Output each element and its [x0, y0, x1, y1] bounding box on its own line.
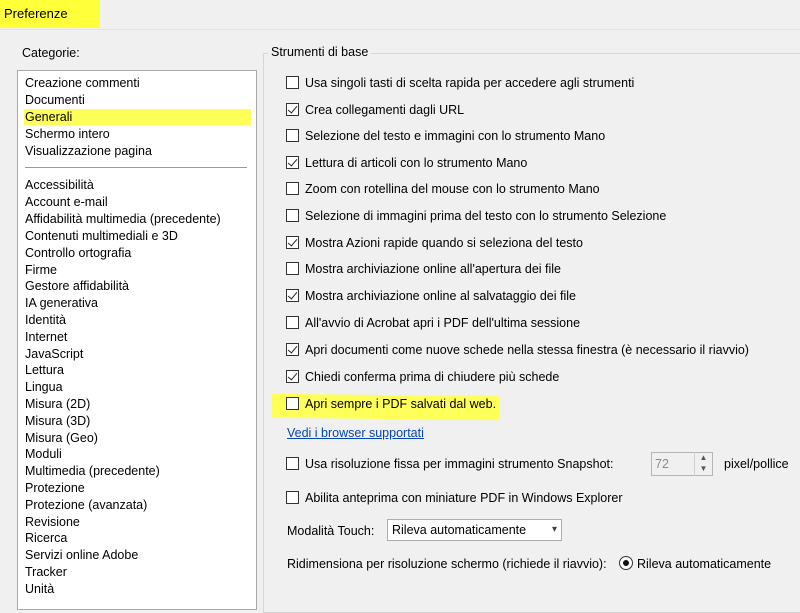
option-checkbox[interactable] — [286, 103, 299, 116]
categories-list[interactable] — [17, 70, 257, 610]
category-item[interactable]: Servizi online Adobe — [25, 548, 139, 562]
option-label: Usa singoli tasti di scelta rapida per accedere agli strumenti — [305, 76, 635, 90]
category-item-generali[interactable]: Generali — [24, 109, 251, 125]
option-label: Mostra Azioni rapide quando si seleziona del testo — [305, 236, 583, 250]
option-label: Apri documenti come nuove schede nella stessa finestra (è necessario il riavvio) — [305, 343, 749, 357]
option-label: Mostra archiviazione online all'apertura dei file — [305, 262, 561, 276]
option-checkbox[interactable] — [286, 156, 299, 169]
category-item[interactable]: Firme — [25, 263, 57, 277]
category-item[interactable]: Accessibilità — [25, 178, 94, 192]
category-item[interactable]: Lettura — [25, 363, 64, 377]
resize-auto-label: Rileva automaticamente — [637, 557, 772, 571]
spin-down-icon[interactable]: ▼ — [699, 464, 708, 473]
category-item[interactable]: IA generativa — [25, 296, 98, 310]
category-separator — [25, 167, 247, 168]
category-item[interactable]: Internet — [25, 330, 68, 344]
option-label: Selezione di immagini prima del testo con lo strumento Selezione — [305, 209, 667, 223]
category-item[interactable]: JavaScript — [25, 347, 84, 361]
option-label: Crea collegamenti dagli URL — [305, 103, 465, 117]
option-checkbox[interactable] — [286, 236, 299, 249]
option-checkbox[interactable] — [286, 370, 299, 383]
option-label: All'avvio di Acrobat apri i PDF dell'ultima sessione — [305, 316, 581, 330]
resize-auto-radio[interactable] — [619, 556, 633, 570]
title-divider — [0, 29, 800, 30]
thumbnail-checkbox[interactable] — [286, 491, 299, 504]
category-item[interactable]: Ricerca — [25, 531, 68, 545]
snapshot-resolution-input[interactable]: 72 — [651, 452, 713, 476]
option-checkbox[interactable] — [286, 262, 299, 275]
touch-mode-value: Rileva automaticamente — [392, 523, 527, 537]
category-item[interactable]: Protezione — [25, 481, 85, 495]
category-item[interactable]: Misura (3D) — [25, 414, 91, 428]
category-item[interactable]: Affidabilità multimedia (precedente) — [25, 212, 221, 226]
window-title: Preferenze — [0, 0, 100, 28]
category-item[interactable]: Moduli — [25, 447, 62, 461]
snapshot-checkbox[interactable] — [286, 457, 299, 470]
option-label: Chiedi conferma prima di chiudere più schede — [305, 370, 560, 384]
spin-up-icon[interactable]: ▲ — [699, 453, 708, 462]
option-label: Zoom con rotellina del mouse con lo strumento Mano — [305, 182, 600, 196]
option-checkbox[interactable] — [286, 209, 299, 222]
option-checkbox[interactable] — [286, 182, 299, 195]
thumbnail-label: Abilita anteprima con miniature PDF in Windows Explorer — [305, 491, 623, 505]
snapshot-unit: pixel/pollice — [724, 457, 789, 471]
category-item[interactable]: Misura (Geo) — [25, 431, 98, 445]
snapshot-spinner[interactable] — [694, 452, 712, 476]
category-item[interactable]: Identità — [25, 313, 67, 327]
option-checkbox[interactable] — [286, 316, 299, 329]
snapshot-label: Usa risoluzione fissa per immagini strumento Snapshot: — [305, 457, 614, 471]
category-item[interactable]: Tracker — [25, 565, 67, 579]
category-item-schermo-intero[interactable]: Schermo intero — [25, 127, 110, 141]
option-checkbox[interactable] — [286, 343, 299, 356]
category-item[interactable]: Controllo ortografia — [25, 246, 132, 260]
category-item[interactable]: Contenuti multimediali e 3D — [25, 229, 178, 243]
option-checkbox[interactable] — [286, 76, 299, 89]
touch-mode-label: Modalità Touch: — [287, 524, 375, 538]
category-item-creazione-commenti[interactable]: Creazione commenti — [25, 76, 140, 90]
category-item[interactable]: Gestore affidabilità — [25, 279, 129, 293]
category-item-visualizzazione-pagina[interactable]: Visualizzazione pagina — [25, 144, 152, 158]
category-item[interactable]: Protezione (avanzata) — [25, 498, 148, 512]
category-item[interactable]: Misura (2D) — [25, 397, 91, 411]
basic-tools-title: Strumenti di base — [268, 44, 371, 60]
chevron-down-icon: ▾ — [551, 524, 557, 535]
touch-mode-select[interactable] — [387, 519, 562, 541]
category-item[interactable]: Account e-mail — [25, 195, 108, 209]
category-item[interactable]: Unità — [25, 582, 55, 596]
category-item[interactable]: Lingua — [25, 380, 63, 394]
resize-label: Ridimensiona per risoluzione schermo (richiede il riavvio): — [287, 557, 607, 571]
option-checkbox[interactable] — [286, 397, 299, 410]
categories-label: Categorie: — [22, 46, 80, 60]
option-label: Mostra archiviazione online al salvataggio dei file — [305, 289, 576, 303]
option-label: Lettura di articoli con lo strumento Mano — [305, 156, 528, 170]
category-item[interactable]: Multimedia (precedente) — [25, 464, 160, 478]
option-checkbox[interactable] — [286, 289, 299, 302]
option-checkbox[interactable] — [286, 129, 299, 142]
category-item[interactable]: Revisione — [25, 515, 80, 529]
option-label: Selezione del testo e immagini con lo strumento Mano — [305, 129, 606, 143]
option-label: Apri sempre i PDF salvati dal web. — [305, 397, 497, 411]
supported-browsers-link[interactable]: Vedi i browser supportati — [287, 426, 424, 440]
category-item-documenti[interactable]: Documenti — [25, 93, 85, 107]
